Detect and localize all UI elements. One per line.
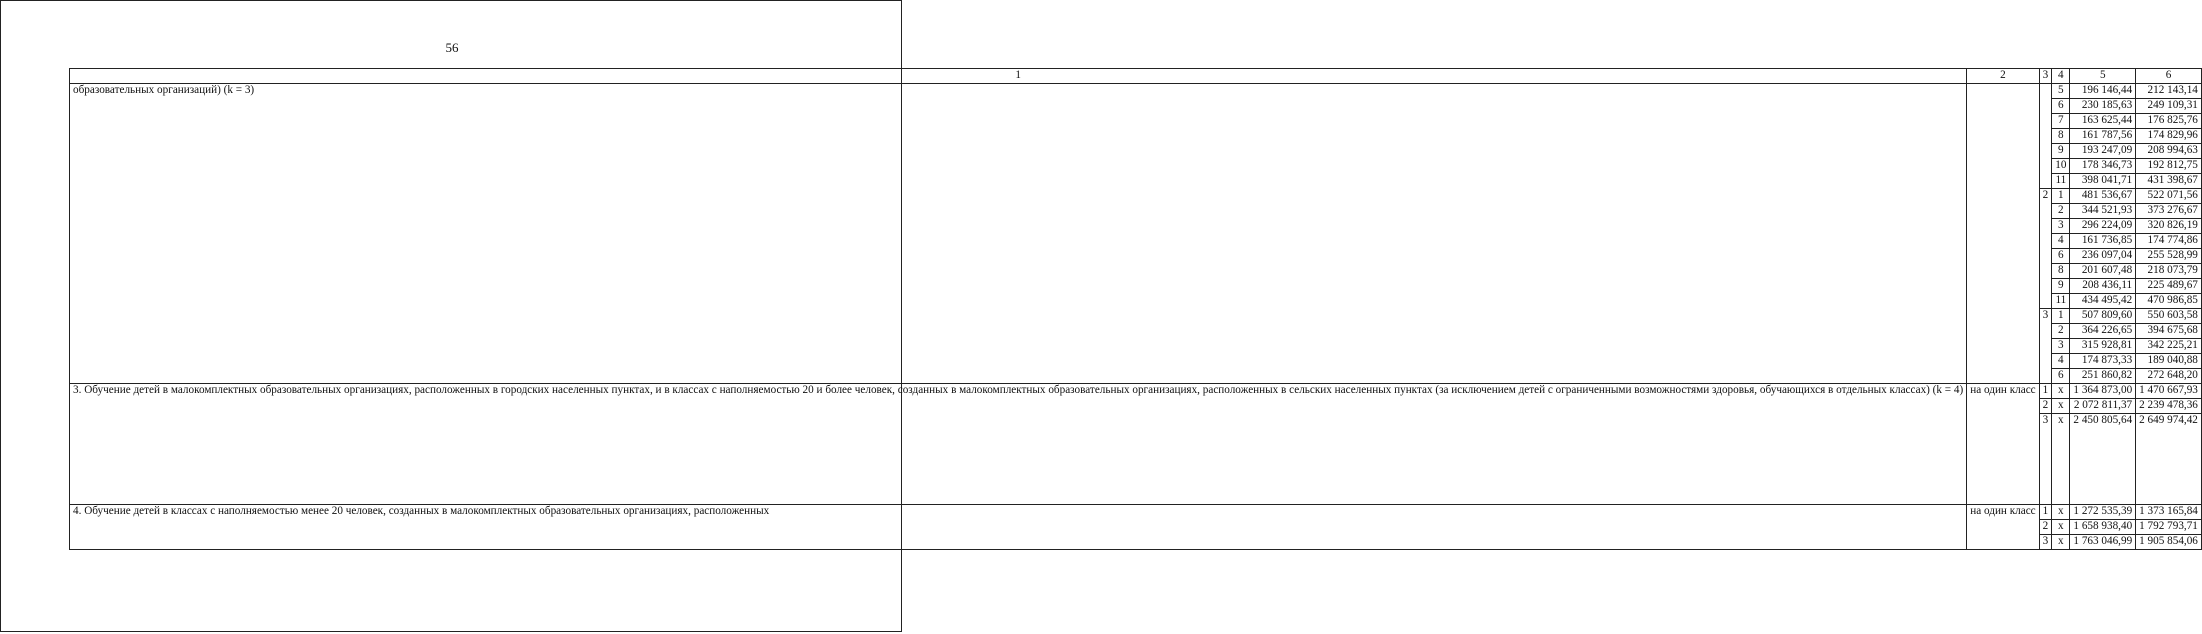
value-cell: 272 648,20 [2136,369,2202,384]
grade-cell: 11 [2052,174,2070,189]
group-cell: 2 [2039,189,2052,309]
value-cell: 1 658 938,40 [2070,520,2136,535]
value-cell: 342 225,21 [2136,339,2202,354]
value-cell: 2 649 974,42 [2136,414,2202,505]
value-cell: 1 364 873,00 [2070,384,2136,399]
grade-cell: 10 [2052,159,2070,174]
value-cell: 344 521,93 [2070,204,2136,219]
table-body [70,69,2202,550]
value-cell: 364 226,65 [2070,324,2136,339]
value-cell: 522 071,56 [2136,189,2202,204]
grade-cell: x [2052,535,2070,550]
page-number: 56 [445,40,459,55]
value-cell: 174 774,86 [2136,234,2202,249]
group-cell: 1 [2039,384,2052,399]
value-cell: 470 986,85 [2136,294,2202,309]
grade-cell: 6 [2052,99,2070,114]
table-row [70,84,2202,99]
header-cell: 2 [1967,69,2039,84]
grade-cell: 8 [2052,264,2070,279]
grade-cell: 9 [2052,144,2070,159]
header-cell: 6 [2136,69,2202,84]
grade-cell: 3 [2052,219,2070,234]
value-cell: 1 373 165,84 [2136,505,2202,520]
value-cell: 189 040,88 [2136,354,2202,369]
grade-cell: 11 [2052,294,2070,309]
value-cell: 255 528,99 [2136,249,2202,264]
grade-cell: x [2052,520,2070,535]
value-cell: 1 763 046,99 [2070,535,2136,550]
grade-cell: x [2052,399,2070,414]
value-cell: 481 536,67 [2070,189,2136,204]
grade-cell: 5 [2052,84,2070,99]
value-cell: 373 276,67 [2136,204,2202,219]
unit-cell: на один класс [1967,505,2039,550]
header-cell: 1 [70,69,1967,84]
tariff-table [69,68,2202,550]
header-cell: 4 [2052,69,2070,84]
value-cell: 176 825,76 [2136,114,2202,129]
header-cell: 3 [2039,69,2052,84]
header-row [70,69,2202,84]
value-cell: 550 603,58 [2136,309,2202,324]
value-cell: 208 436,11 [2070,279,2136,294]
group-cell: 3 [2039,309,2052,384]
value-cell: 208 994,63 [2136,144,2202,159]
grade-cell: x [2052,505,2070,520]
value-cell: 2 072 811,37 [2070,399,2136,414]
value-cell: 218 073,79 [2136,264,2202,279]
table-row [70,505,2202,520]
value-cell: 296 224,09 [2070,219,2136,234]
group-cell: 2 [2039,520,2052,535]
value-cell: 161 787,56 [2070,129,2136,144]
program-name-cell: образовательных организаций) (k = 3) [70,84,1967,384]
grade-cell: 7 [2052,114,2070,129]
group-cell: 3 [2039,414,2052,505]
grade-cell: 2 [2052,324,2070,339]
grade-cell: 9 [2052,279,2070,294]
value-cell: 251 860,82 [2070,369,2136,384]
value-cell: 2 450 805,64 [2070,414,2136,505]
grade-cell: 4 [2052,234,2070,249]
value-cell: 1 905 854,06 [2136,535,2202,550]
group-cell: 2 [2039,399,2052,414]
grade-cell: 4 [2052,354,2070,369]
value-cell: 507 809,60 [2070,309,2136,324]
value-cell: 192 812,75 [2136,159,2202,174]
grade-cell: 6 [2052,369,2070,384]
grade-cell: 3 [2052,339,2070,354]
header-cell: 5 [2070,69,2136,84]
value-cell: 161 736,85 [2070,234,2136,249]
value-cell: 196 146,44 [2070,84,2136,99]
value-cell: 431 398,67 [2136,174,2202,189]
value-cell: 315 928,81 [2070,339,2136,354]
value-cell: 434 495,42 [2070,294,2136,309]
value-cell: 193 247,09 [2070,144,2136,159]
grade-cell: 1 [2052,189,2070,204]
group-cell: 1 [2039,505,2052,520]
grade-cell: 1 [2052,309,2070,324]
value-cell: 178 346,73 [2070,159,2136,174]
grade-cell: x [2052,384,2070,399]
value-cell: 249 109,31 [2136,99,2202,114]
grade-cell: 2 [2052,204,2070,219]
program-name-cell: 3. Обучение детей в малокомплектных образовательных организациях, расположенных в городских населенных пунктах, и в классах с наполняемостью 20 и более человек, созданных в малокомплектных образовательных организациях, расположенных в сельских населенных пунктах (за исключением детей с ограниченными возможностями здоровья, обучающихся в отдельных классах) (k = 4) [70,384,1967,505]
table-row [70,384,2202,399]
value-cell: 2 239 478,36 [2136,399,2202,414]
value-cell: 394 675,68 [2136,324,2202,339]
value-cell: 163 625,44 [2070,114,2136,129]
group-cell: 3 [2039,535,2052,550]
program-name-cell: 4. Обучение детей в классах с наполняемостью менее 20 человек, созданных в малокомплектных образовательных организациях, расположенных [70,505,1967,550]
value-cell: 1 272 535,39 [2070,505,2136,520]
grade-cell: x [2052,414,2070,505]
value-cell: 212 143,14 [2136,84,2202,99]
unit-cell: на один класс [1967,384,2039,505]
value-cell: 320 826,19 [2136,219,2202,234]
grade-cell: 8 [2052,129,2070,144]
value-cell: 174 829,96 [2136,129,2202,144]
value-cell: 201 607,48 [2070,264,2136,279]
grade-cell: 6 [2052,249,2070,264]
group-cell [2039,84,2052,189]
value-cell: 174 873,33 [2070,354,2136,369]
unit-cell [1967,84,2039,384]
value-cell: 230 185,63 [2070,99,2136,114]
value-cell: 398 041,71 [2070,174,2136,189]
value-cell: 1 470 667,93 [2136,384,2202,399]
value-cell: 236 097,04 [2070,249,2136,264]
value-cell: 225 489,67 [2136,279,2202,294]
value-cell: 1 792 793,71 [2136,520,2202,535]
